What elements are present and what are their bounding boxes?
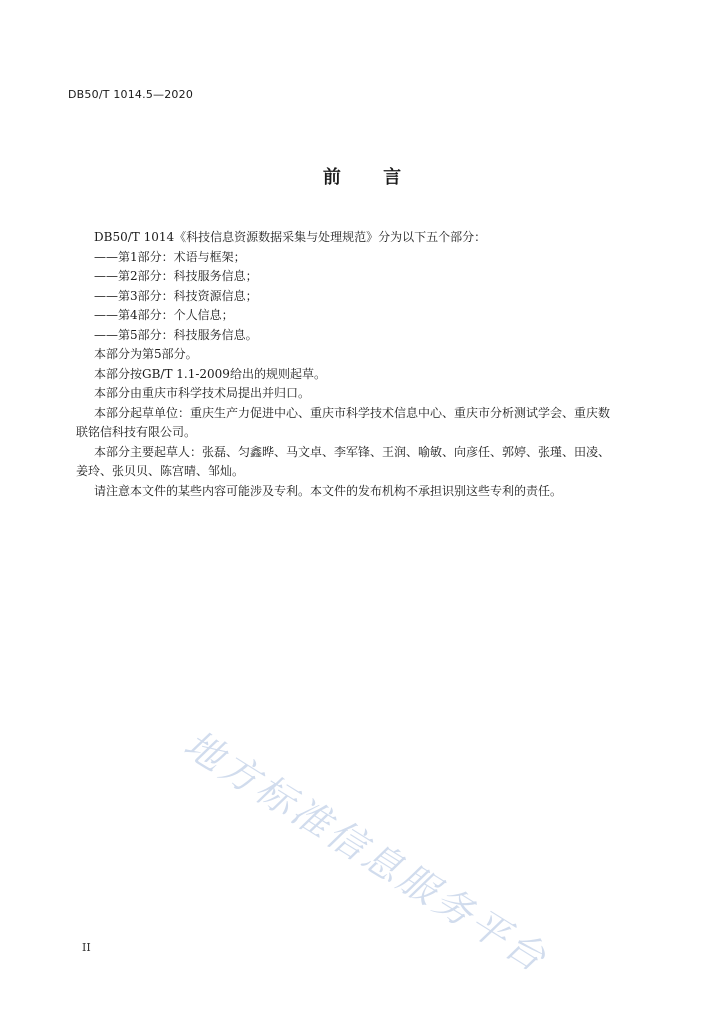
title-char-2: 言 bbox=[383, 167, 402, 188]
paragraph-proposer: 本部分由重庆市科学技术局提出并归口。 bbox=[94, 386, 311, 400]
watermark: 地方标准信息服务平台 bbox=[176, 721, 556, 982]
paragraph-drafting-units: 本部分起草单位：重庆生产力促进中心、重庆市科学技术信息中心、重庆市分析测试学会、重庆数 bbox=[94, 405, 611, 420]
paragraph-drafting-rules: 本部分按GB/T 1.1-2009给出的规则起草。 bbox=[94, 366, 326, 381]
title-char-1: 前 bbox=[322, 167, 341, 188]
foreword-body bbox=[76, 228, 646, 501]
paragraph-patent-notice: 请注意本文件的某些内容可能涉及专利。本文件的发布机构不承担识别这些专利的责任。 bbox=[94, 483, 563, 498]
paragraph-drafters-cont: 姜玲、张贝贝、陈宫晴、邹灿。 bbox=[76, 464, 245, 478]
paragraph-drafters: 本部分主要起草人：张磊、匀鑫晔、马文卓、李军锋、王润、喻敏、向彦任、郭婷、张瑾、田凌、 bbox=[94, 444, 611, 459]
list-item-part1: ——第1部分：术语与框架； bbox=[94, 249, 246, 264]
paragraph-intro: DB50/T 1014《科技信息资源数据采集与处理规范》分为以下五个部分： bbox=[94, 230, 487, 244]
page-title bbox=[0, 163, 724, 189]
page-number: II bbox=[82, 941, 91, 954]
paragraph-part-statement: 本部分为第5部分。 bbox=[94, 347, 198, 361]
list-item-part4: ——第4部分：个人信息； bbox=[94, 308, 234, 322]
paragraph-drafting-units-cont: 联铭信科技有限公司。 bbox=[76, 425, 197, 439]
document-code: DB50/T 1014.5—2020 bbox=[68, 88, 194, 101]
list-item-part5: ——第5部分：科技服务信息。 bbox=[94, 327, 258, 342]
list-item-part2: ——第2部分：科技服务信息； bbox=[94, 269, 258, 283]
list-item-part3: ——第3部分：科技资源信息； bbox=[94, 288, 258, 303]
